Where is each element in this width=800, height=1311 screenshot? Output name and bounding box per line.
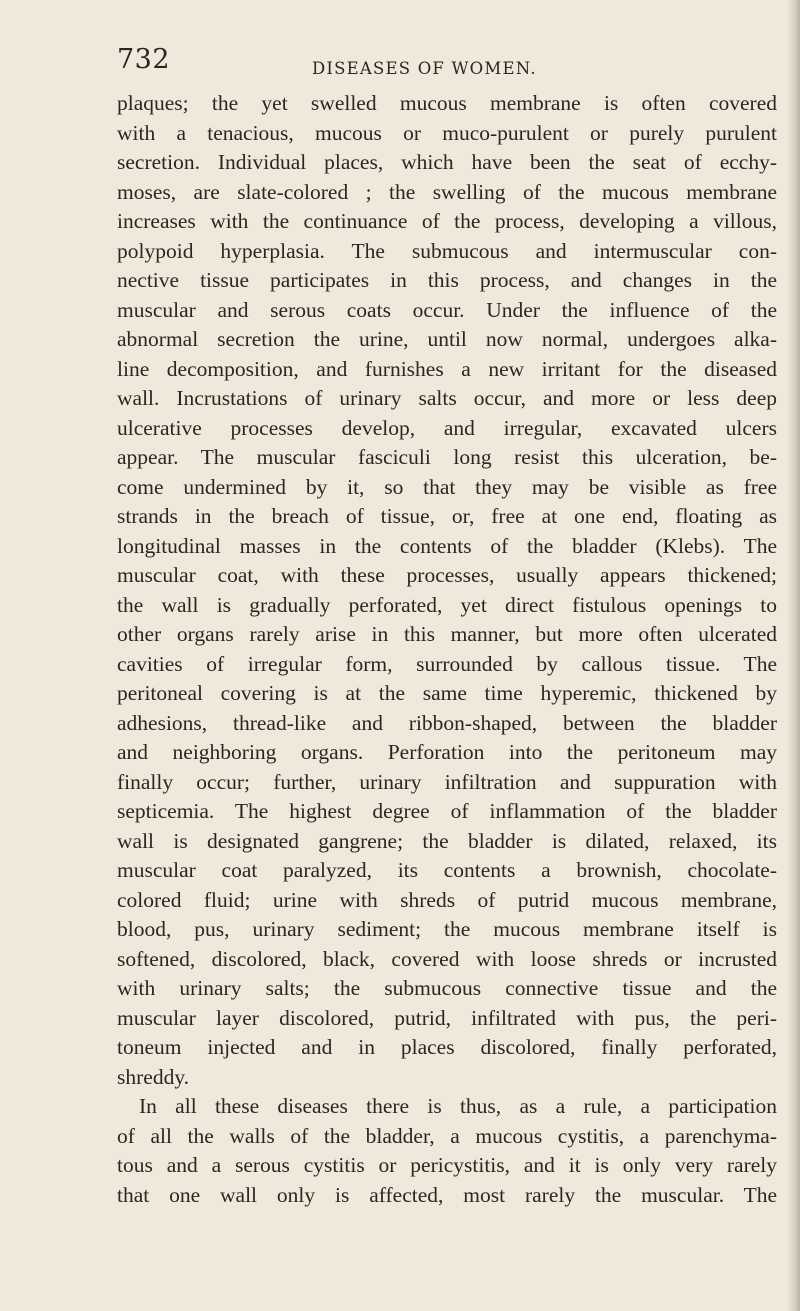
text-line: and neighboring organs. Perforation into the peritoneum may [117, 740, 777, 764]
text-line: moses, are slate-colored ; the swelling of the mucous membrane [117, 179, 777, 204]
text-line: strands in the breach of tissue, or, free at one end, floating as [117, 504, 777, 528]
body-text [117, 89, 777, 1210]
text-line: shreddy. [117, 1064, 190, 1089]
text-line: with urinary salts; the submucous connective tissue and the [117, 976, 777, 1000]
page-header [117, 44, 777, 84]
text-line: finally occur; further, urinary infiltration and suppuration with [117, 769, 777, 794]
text-line: tous and a serous cystitis or pericystitis, and it is only very rarely [117, 1153, 777, 1177]
text-line: cavities of irregular form, surrounded by callous tissue. The [117, 651, 777, 676]
text-line: In all these diseases there is thus, as a rule, a participation [139, 1094, 777, 1118]
text-line: come undermined by it, so that they may be visible as free [117, 474, 777, 499]
text-line: peritoneal covering is at the same time hyperemic, thickened by [117, 681, 777, 705]
text-line: plaques; the yet swelled mucous membrane is often covered [117, 91, 777, 115]
text-line: colored fluid; urine with shreds of putrid mucous membrane, [117, 887, 777, 912]
text-line: nective tissue participates in this process, and changes in the [117, 268, 777, 292]
text-line: wall is designated gangrene; the bladder is dilated, relaxed, its [117, 828, 777, 853]
text-line: muscular coat paralyzed, its contents a brownish, chocolate- [117, 858, 777, 882]
text-line: secretion. Individual places, which have been the seat of ecchy- [117, 150, 777, 174]
text-line: of all the walls of the bladder, a mucous cystitis, a parenchyma- [117, 1123, 777, 1148]
text-line: abnormal secretion the urine, until now normal, undergoes alka- [117, 327, 777, 351]
text-line: line decomposition, and furnishes a new irritant for the diseased [117, 356, 777, 381]
text-line: toneum injected and in places discolored, finally perforated, [117, 1035, 777, 1059]
text-line: septicemia. The highest degree of inflammation of the bladder [117, 799, 777, 823]
text-line: appear. The muscular fasciculi long resist this ulceration, be- [117, 445, 777, 469]
text-line: increases with the continuance of the process, developing a villous, [117, 209, 777, 233]
running-head: DISEASES OF WOMEN. [312, 59, 537, 78]
text-line: other organs rarely arise in this manner, but more often ulcerated [117, 622, 777, 646]
text-line: muscular coat, with these processes, usually appears thickened; [117, 563, 777, 587]
page-edge-shadow [786, 0, 800, 1311]
text-line: softened, discolored, black, covered with loose shreds or incrusted [117, 946, 777, 971]
text-line: wall. Incrustations of urinary salts occur, and more or less deep [117, 386, 777, 410]
text-line: adhesions, thread-like and ribbon-shaped, between the bladder [117, 710, 777, 735]
page-number: 732 [117, 44, 171, 75]
text-line: polypoid hyperplasia. The submucous and intermuscular con- [117, 238, 777, 263]
text-line: blood, pus, urinary sediment; the mucous membrane itself is [117, 917, 777, 941]
text-line: muscular layer discolored, putrid, infiltrated with pus, the peri- [117, 1005, 777, 1030]
text-line: that one wall only is affected, most rarely the muscular. The [117, 1182, 777, 1207]
text-line: with a tenacious, mucous or muco-purulent or purely purulent [117, 120, 777, 145]
text-line: the wall is gradually perforated, yet direct fistulous openings to [117, 592, 777, 617]
text-line: ulcerative processes develop, and irregular, excavated ulcers [117, 415, 777, 440]
text-line: longitudinal masses in the contents of the bladder (Klebs). The [117, 533, 777, 558]
text-line: muscular and serous coats occur. Under the influence of the [117, 297, 777, 322]
